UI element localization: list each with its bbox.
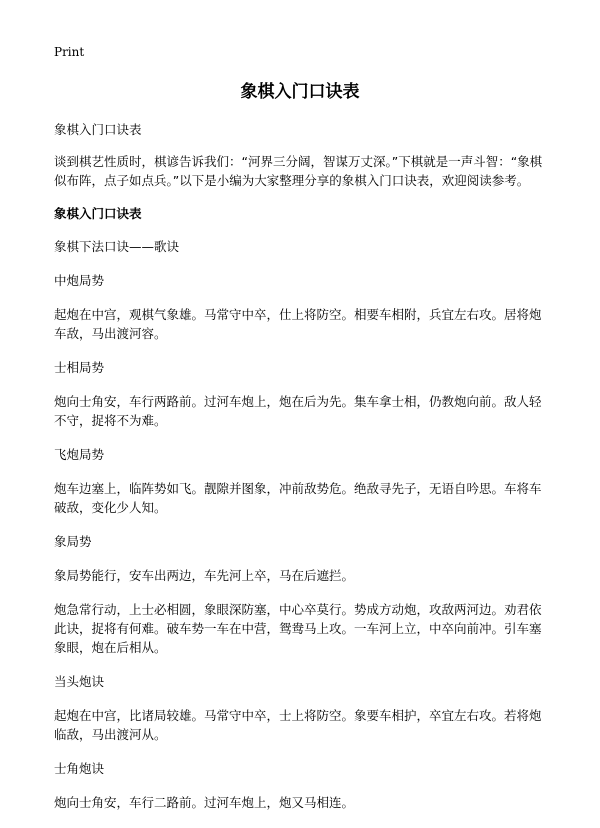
print-link[interactable]: Print — [54, 45, 85, 59]
section-title-shixiang: 士相局势 — [54, 360, 105, 375]
intro-paragraph: 谈到棋艺性质时，棋谚告诉我们：“河界三分阔，智谋万丈深。”下棋就是一声斗智：“象棋似布阵，点子如点兵。”以下是小编为大家整理分享的象棋入门口诀表，欢迎阅读参考。 — [54, 154, 543, 188]
section-body-shixiang: 炮向士角安，车行两路前。过河车炮上，炮在后为先。集车拿士相，仍教炮向前。敌人轻不守，捉将不为难。 — [54, 394, 542, 428]
article-subtitle: 象棋入门口诀表 — [54, 122, 142, 137]
section-title-feipao: 飞炮局势 — [54, 447, 105, 462]
section-body-feipao: 炮车边塞上，临阵势如飞。靓隙并图象，冲前敌势危。绝敌寻先子，无语自吟思。车将车破敌，变化少人知。 — [54, 481, 542, 515]
article-body — [54, 120, 546, 827]
page-title: 象棋入门口诀表 — [240, 82, 360, 102]
section-body-dangtoupao: 起炮在中宫，比诸局较雄。马常守中卒，士上将防空。象要车相护，卒宜左右攻。若将炮临敌，马出渡河从。 — [54, 708, 542, 742]
section-title-zhongpao: 中炮局势 — [54, 273, 105, 288]
section-title-shijiaopao: 士角炮诀 — [54, 761, 105, 776]
section-body-zhongpao: 起炮在中宫，观棋气象雄。马常守中卒，仕上将防空。相要车相附，兵宜左右攻。居将炮车敌，马出渡河容。 — [54, 307, 542, 341]
section-title-dangtoupao: 当头炮诀 — [54, 674, 105, 689]
section-body-xiang: 象局势能行，安车出两边，车先河上卒，马在后遮拦。 — [54, 568, 355, 583]
section-title-xiang: 象局势 — [54, 534, 92, 549]
section-body-xiang-2: 炮急常行动，上士必相圆，象眼深防塞，中心卒莫行。势成方动炮，攻敌两河边。劝君依此诀，捉将有何难。破车势一车在中营，鸳鸯马上攻。一车河上立，中卒向前冲。引车塞象眼，炮在后相从。 — [54, 602, 542, 655]
subheading-line: 象棋下法口诀——歌诀 — [54, 239, 180, 254]
section-heading: 象棋入门口诀表 — [54, 206, 142, 221]
section-body-shijiaopao: 炮向士角安，车行二路前。过河车炮上，炮又马相连。 — [54, 795, 355, 810]
